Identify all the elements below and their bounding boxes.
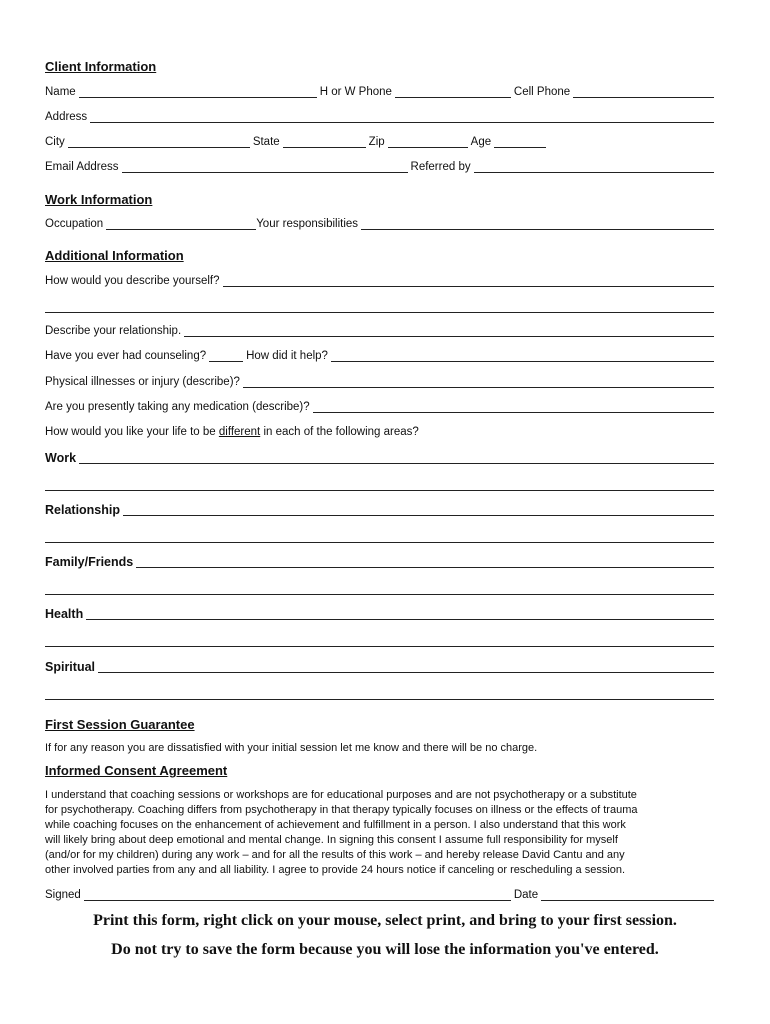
area-health-row [45, 608, 714, 621]
consent-line: other involved parties from any and all liability. I agree to provide 24 hours notice if canceling or rescheduling a session. [45, 864, 626, 876]
consent-line: will likely bring about deep emotional and mental change. In signing this consent I assume full responsibility for myself [45, 834, 618, 846]
area-work-field-2[interactable] [45, 490, 714, 491]
cell-field[interactable] [573, 97, 714, 98]
responsibilities-label: Your responsibilities [256, 218, 359, 230]
medication-row [45, 401, 714, 414]
area-family-field-2[interactable] [45, 594, 714, 595]
area-health-field-2[interactable] [45, 646, 714, 647]
guarantee-heading: First Session Guarantee [45, 717, 195, 732]
date-label: Date [513, 889, 539, 901]
signed-row [45, 889, 714, 902]
illness-field[interactable] [243, 387, 714, 388]
referred-label: Referred by [410, 161, 471, 173]
area-work-field[interactable] [79, 463, 714, 464]
guarantee-text: If for any reason you are dissatisfied with your initial session let me know and there will be no charge. [45, 742, 538, 754]
signed-label: Signed [45, 889, 81, 901]
email-field[interactable] [122, 172, 408, 173]
city-row [45, 136, 714, 149]
occupation-field[interactable] [106, 229, 256, 230]
relationship-desc-row [45, 325, 714, 338]
area-family-row [45, 556, 714, 569]
area-spiritual-label: Spiritual [45, 660, 96, 674]
consent-line: (and/or for my children) during any work – and for all the results of this work – and hereby release David Cantu and any [45, 849, 625, 861]
different-word: different [218, 426, 261, 438]
save-warning: Do not try to save the form because you will lose the information you've entered. [111, 941, 659, 958]
area-relationship-field-2[interactable] [45, 542, 714, 543]
address-field[interactable] [90, 122, 714, 123]
consent-heading: Informed Consent Agreement [45, 763, 228, 778]
relationship-desc-label: Describe your relationship. [45, 325, 182, 337]
different-suffix: in each of the following areas? [263, 426, 419, 438]
counseling-row [45, 350, 714, 363]
describe-yourself-field[interactable] [223, 286, 714, 287]
print-instruction: Print this form, right click on your mouse, select print, and bring to your first session. [93, 912, 677, 929]
medication-label: Are you presently taking any medication (describe)? [45, 401, 310, 413]
city-field[interactable] [68, 147, 250, 148]
area-spiritual-field[interactable] [98, 672, 714, 673]
medication-field[interactable] [313, 412, 714, 413]
phone-field[interactable] [395, 97, 511, 98]
describe-yourself-label: How would you describe yourself? [45, 275, 220, 287]
did-it-help-label: How did it help? [246, 350, 328, 362]
area-work-row [45, 452, 714, 465]
name-field[interactable] [79, 97, 317, 98]
responsibilities-field[interactable] [361, 229, 714, 230]
consent-line: while coaching focuses on the enhancement of achievement and fulfillment in a person. I also understand that this work [45, 819, 626, 831]
email-label: Email Address [45, 161, 119, 173]
signature-field[interactable] [84, 900, 511, 901]
name-label: Name [45, 86, 76, 98]
area-work-label: Work [45, 451, 77, 465]
occupation-row [45, 218, 714, 231]
address-row [45, 111, 714, 124]
different-row [45, 426, 714, 439]
age-label: Age [470, 136, 492, 148]
area-relationship-row [45, 504, 714, 517]
describe-yourself-field-2[interactable] [45, 312, 714, 313]
counseling-field[interactable] [209, 361, 243, 362]
age-field[interactable] [494, 147, 546, 148]
work-info-heading: Work Information [45, 192, 153, 207]
additional-info-heading: Additional Information [45, 248, 184, 263]
area-health-label: Health [45, 607, 84, 621]
relationship-desc-field[interactable] [184, 336, 714, 337]
consent-body [45, 788, 714, 878]
area-family-field[interactable] [136, 567, 714, 568]
did-it-help-field[interactable] [331, 361, 714, 362]
referred-field[interactable] [474, 172, 714, 173]
area-health-field[interactable] [86, 619, 714, 620]
area-relationship-field[interactable] [123, 515, 714, 516]
illness-label: Physical illnesses or injury (describe)? [45, 376, 240, 388]
client-info-heading: Client Information [45, 59, 157, 74]
date-field[interactable] [541, 900, 714, 901]
illness-row [45, 376, 714, 389]
name-row [45, 86, 714, 99]
email-row [45, 161, 714, 174]
phone-label: H or W Phone [319, 86, 392, 98]
city-label: City [45, 136, 65, 148]
area-relationship-label: Relationship [45, 503, 121, 517]
state-label: State [252, 136, 280, 148]
area-spiritual-field-2[interactable] [45, 699, 714, 700]
state-field[interactable] [283, 147, 366, 148]
area-spiritual-row [45, 661, 714, 674]
consent-line: for psychotherapy. Coaching differs from psychotherapy in that therapy typically focuses on illness or the effects of trauma [45, 804, 638, 816]
area-family-label: Family/Friends [45, 555, 134, 569]
address-label: Address [45, 111, 88, 123]
zip-label: Zip [368, 136, 385, 148]
consent-line: I understand that coaching sessions or workshops are for educational purposes and are not psychotherapy or a substitute [45, 789, 637, 801]
cell-label: Cell Phone [513, 86, 571, 98]
occupation-label: Occupation [45, 218, 104, 230]
zip-field[interactable] [388, 147, 468, 148]
describe-yourself-row [45, 275, 714, 288]
different-prefix: How would you like your life to be [45, 426, 216, 438]
counseling-label: Have you ever had counseling? [45, 350, 207, 362]
